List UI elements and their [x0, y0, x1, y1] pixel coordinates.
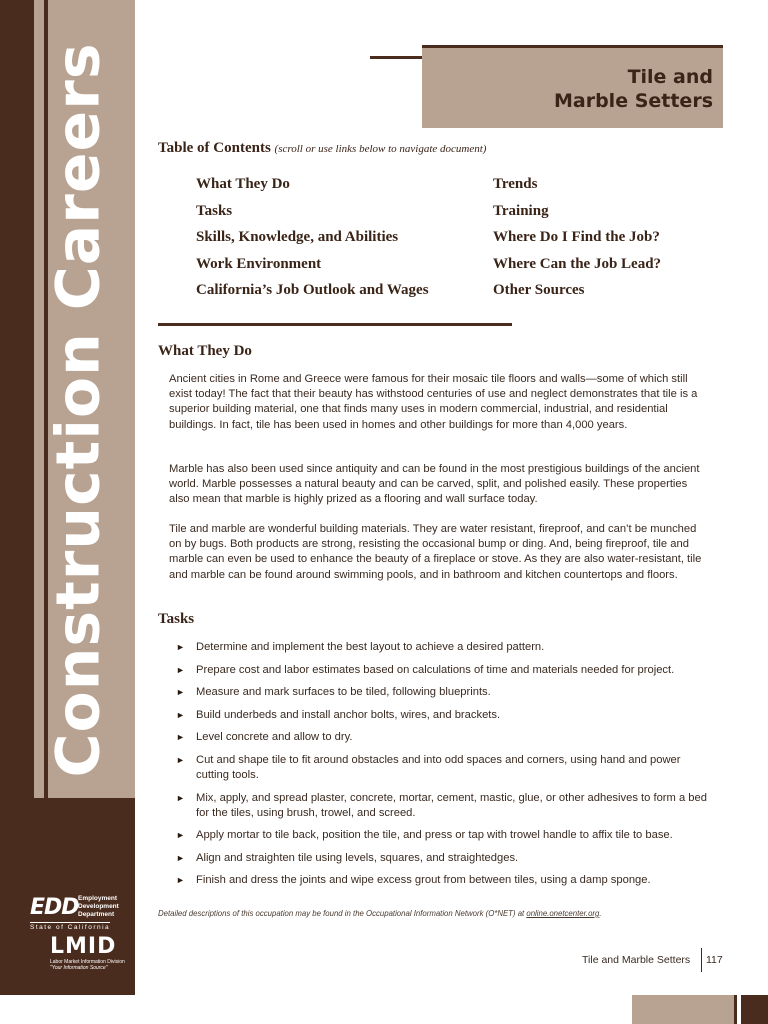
toc-link-work-environment[interactable]: Work Environment [196, 255, 322, 272]
task-list [172, 640, 712, 896]
toc-heading-text: Table of Contents [158, 140, 271, 156]
list-item [172, 791, 712, 821]
footnote-text: Detailed descriptions of this occupation may be found in the Occupational Information Network (O*NET) at [158, 909, 527, 918]
page-title-line1: Tile and [627, 66, 713, 88]
task-text: Mix, apply, and spread plaster, concrete, mortar, cement, mastic, glue, or other adhesives to form a bed for the tiles, using brush, trowel, and screed. [196, 791, 707, 819]
toc-link-trends[interactable]: Trends [493, 176, 538, 192]
title-box [422, 45, 723, 128]
footnote-end: . [599, 909, 602, 918]
task-text: Cut and shape tile to fit around obstacles and into odd spaces and corners, using hand and power cutting tools. [196, 753, 681, 781]
footer-divider [701, 948, 702, 972]
task-text: Finish and dress the joints and wipe excess grout from between tiles, using a damp sponge. [196, 874, 651, 887]
onet-link[interactable]: online.onetcenter.org [526, 909, 600, 918]
toc-link-what-they-do[interactable]: What They Do [196, 176, 290, 192]
bullet-icon: ► [176, 830, 185, 841]
list-item [172, 851, 712, 866]
bullet-icon: ► [176, 664, 185, 675]
page-title-line2: Marble Setters [553, 90, 713, 112]
lmid-logo [50, 935, 125, 975]
bullet-icon: ► [176, 754, 185, 765]
edd-line: Development [78, 903, 119, 910]
what-they-do-paragraph: Ancient cities in Rome and Greece were famous for their mosaic tile floors and walls—some of which still exist today! The fact that their beauty has withstood centuries of use and neglect demonstrates that tile is a superior building material, one that finds many uses in modern commercial, industrial, and residential buildings. In fact, tile has been used in homes and other buildings for more than 4,000 years. [169, 373, 698, 431]
footer-label: Tile and Marble Setters [582, 954, 691, 966]
sidebar-title: Construction Careers [44, 42, 115, 778]
bullet-icon: ► [176, 792, 185, 803]
task-text: Determine and implement the best layout to achieve a desired pattern. [196, 641, 545, 653]
sidebar-title-wrap [44, 40, 115, 780]
edd-line: Department [78, 911, 115, 918]
toc-link-tasks[interactable]: Tasks [196, 202, 233, 219]
corner-block-stripe [734, 995, 737, 1024]
toc-link-find-job[interactable]: Where Do I Find the Job? [493, 229, 660, 245]
toc-note: (scroll or use links below to navigate document) [274, 143, 487, 155]
what-they-do-heading: What They Do [158, 343, 252, 359]
task-text: Apply mortar to tile back, position the tile, and press or tap with trowel handle to affix tile to base. [196, 829, 673, 842]
list-item [172, 640, 712, 655]
what-they-do-paragraph: Marble has also been used since antiquity and can be found in the most prestigious buildings of the ancient world. Marble possesses a natural beauty and can be carved, split, and polished easily. These properties also mean that marble is highly prized as a flooring and wall surface today. [169, 463, 700, 506]
bullet-icon: ► [176, 852, 185, 863]
toc-right-column [493, 176, 661, 309]
lmid-tagline: "Your Information Source" [50, 965, 108, 971]
task-text: Measure and mark surfaces to be tiled, following blueprints. [196, 686, 491, 699]
lmid-mark: LMID [50, 934, 117, 959]
corner-block-light [632, 995, 734, 1024]
toc-link-job-lead[interactable]: Where Can the Job Lead? [493, 255, 662, 272]
corner-block-dark [741, 995, 768, 1024]
task-text: Level concrete and allow to dry. [196, 731, 353, 744]
list-item [172, 873, 712, 888]
list-item [172, 685, 712, 700]
edd-state: State of California [30, 924, 111, 931]
list-item [172, 828, 712, 843]
list-item [172, 753, 712, 783]
list-item [172, 730, 712, 745]
task-text: Align and straighten tile using levels, squares, and straightedges. [196, 851, 519, 864]
edd-lines [78, 895, 119, 919]
footnote [158, 909, 602, 918]
bullet-icon: ► [176, 875, 185, 886]
edd-mark: EDD [30, 895, 79, 920]
toc-link-skills[interactable]: Skills, Knowledge, and Abilities [196, 229, 399, 245]
toc-link-training[interactable]: Training [493, 202, 549, 219]
edd-logo [30, 893, 125, 933]
lmid-subtitle: Labor Market Information Division [50, 959, 125, 965]
toc-link-outlook-wages[interactable]: California’s Job Outlook and Wages [196, 282, 429, 298]
title-rule [370, 56, 422, 59]
toc-divider [158, 323, 512, 326]
tasks-heading: Tasks [158, 611, 195, 627]
list-item [172, 663, 712, 678]
edd-line: Employment [78, 895, 118, 902]
bullet-icon: ► [176, 687, 185, 698]
toc-left-column [196, 176, 429, 309]
bullet-icon: ► [176, 709, 185, 720]
bullet-icon: ► [176, 642, 185, 652]
what-they-do-paragraph: Tile and marble are wonderful building materials. They are water resistant, fireproof, and can’t be munched on by bugs. Both products are strong, resisting the occasional bump or ding. And, being fireproof, tile and marble can even be used to enhance the beauty of a fireplace or stove. As they are also water-resistant, tile and marble can be found around swimming pools, and in bathroom and kitchen countertops and floors. [169, 523, 702, 581]
page-number: 117 [706, 954, 723, 966]
list-item [172, 708, 712, 723]
bullet-icon: ► [176, 732, 185, 743]
task-text: Build underbeds and install anchor bolts, wires, and brackets. [196, 708, 501, 721]
page-title [554, 65, 713, 113]
task-text: Prepare cost and labor estimates based on calculations of time and materials needed for project. [196, 663, 675, 676]
toc-link-other-sources[interactable]: Other Sources [493, 282, 585, 298]
toc-heading [158, 140, 486, 157]
